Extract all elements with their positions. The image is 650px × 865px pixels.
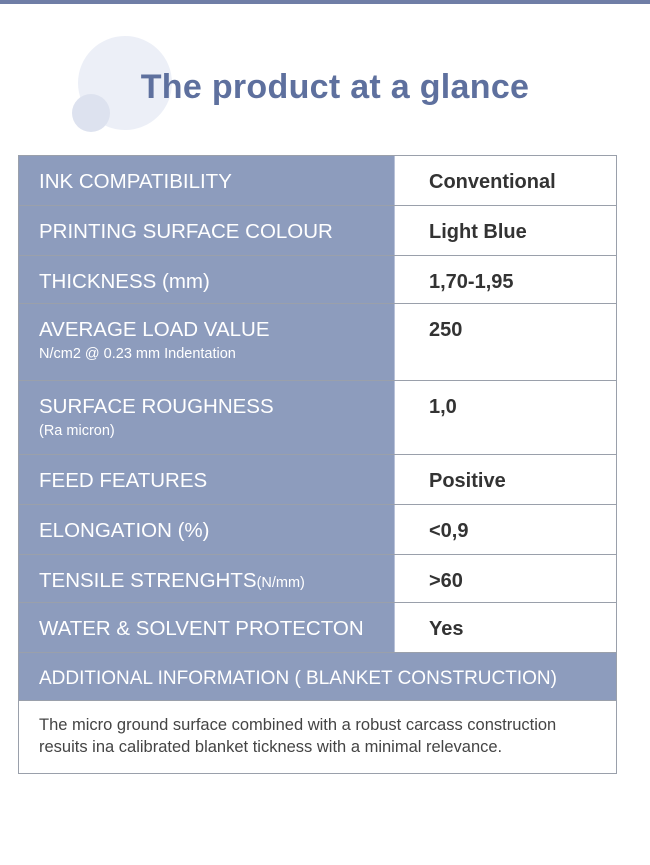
- spec-label: SURFACE ROUGHNESS: [39, 395, 274, 418]
- spec-row-elongation: [19, 505, 616, 555]
- spec-row-ink-compatibility: [19, 156, 616, 206]
- spec-table: [18, 155, 617, 774]
- spec-row-thickness: [19, 256, 616, 304]
- spec-label: TENSILE STRENGHTS: [39, 569, 257, 592]
- top-accent-bar: [0, 0, 650, 4]
- spec-label-cell: [19, 381, 395, 454]
- spec-value: Conventional: [395, 156, 616, 205]
- spec-sublabel: (N/mm): [256, 575, 305, 591]
- spec-label: PRINTING SURFACE COLOUR: [39, 220, 333, 243]
- spec-label-cell: [19, 603, 395, 652]
- additional-info-text: The micro ground surface combined with a robust carcass construction resuits ina calibrated blanket tickness with a minimal relevance.: [39, 716, 557, 756]
- spec-row-printing-surface-colour: [19, 206, 616, 256]
- spec-value: 250: [395, 304, 616, 380]
- spec-label-cell: [19, 555, 395, 602]
- spec-sublabel: (Ra micron): [39, 423, 115, 439]
- spec-label: FEED FEATURES: [39, 469, 208, 492]
- additional-info-heading: ADDITIONAL INFORMATION ( BLANKET CONSTRUCTION): [19, 653, 616, 701]
- spec-label: WATER & SOLVENT PROTECTON: [39, 617, 364, 640]
- spec-label: INK COMPATIBILITY: [39, 170, 232, 193]
- spec-label-cell: [19, 256, 395, 303]
- spec-label-cell: [19, 304, 395, 380]
- spec-value: <0,9: [395, 505, 616, 554]
- spec-label-cell: [19, 455, 395, 504]
- page-title: The product at a glance: [140, 68, 530, 106]
- spec-value: 1,0: [395, 381, 616, 454]
- spec-value: Light Blue: [395, 206, 616, 255]
- spec-label: ELONGATION (%): [39, 519, 210, 542]
- spec-label-cell: [19, 156, 395, 205]
- spec-row-tensile-strengths: [19, 555, 616, 603]
- spec-row-feed-features: [19, 455, 616, 505]
- spec-label-cell: [19, 505, 395, 554]
- spec-label-cell: [19, 206, 395, 255]
- spec-row-average-load-value: [19, 304, 616, 381]
- spec-label: THICKNESS (mm): [39, 270, 210, 293]
- spec-value: Yes: [395, 603, 616, 652]
- spec-row-surface-roughness: [19, 381, 616, 455]
- spec-value: >60: [395, 555, 616, 602]
- spec-label: AVERAGE LOAD VALUE: [39, 318, 270, 341]
- spec-sublabel: N/cm2 @ 0.23 mm Indentation: [39, 346, 236, 362]
- spec-row-water-solvent-protection: [19, 603, 616, 653]
- spec-value: 1,70-1,95: [395, 256, 616, 303]
- spec-value: Positive: [395, 455, 616, 504]
